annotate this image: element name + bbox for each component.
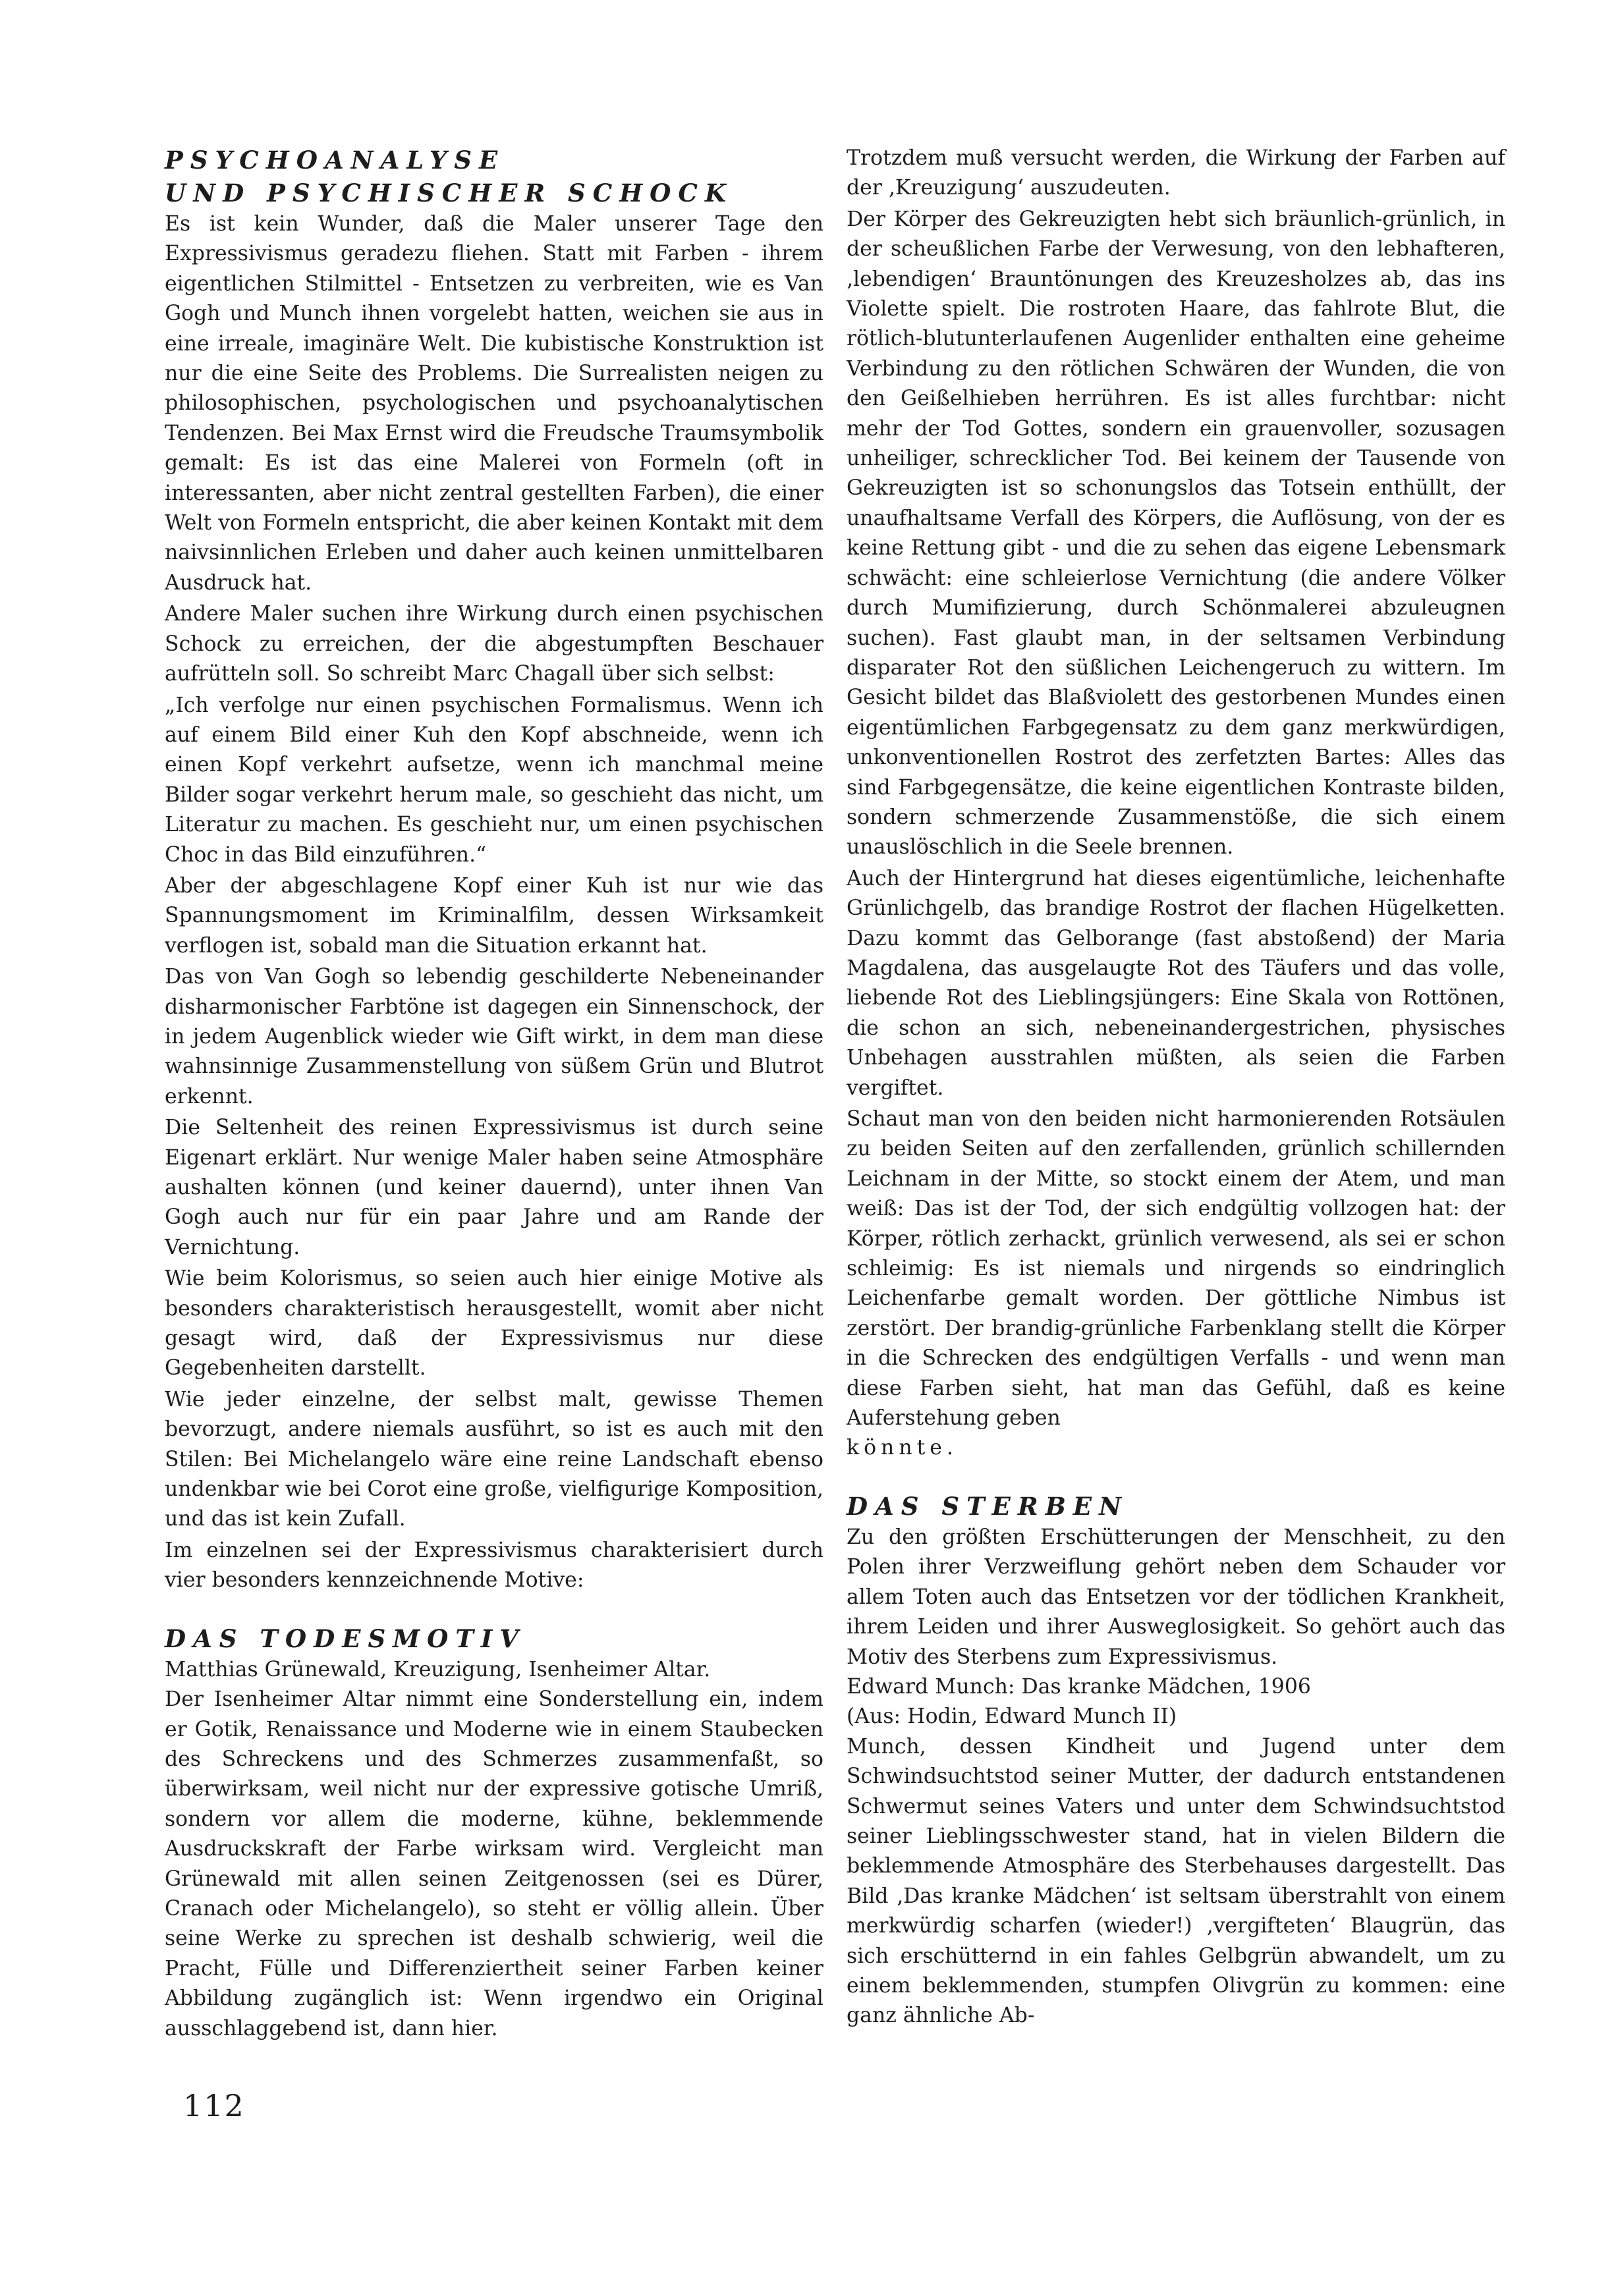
heading-todesmotiv: DAS TODESMOTIV <box>165 1624 526 1653</box>
paragraph: Munch, dessen Kindheit und Jugend unter dem Schwindsuchtstod seiner Mutter, der dadurch entstandenen Schwermut seines Vaters und unter dem Schwindsuchtstod seiner Lieblingsschwester stand, hat in vielen Bildern die beklemmende Atmosphäre des Sterbehauses dargestellt. Das Bild ‚Das kranke Mädchen‘ ist seltsam überstrahlt von einem merkwürdig scharfen (wieder!) ‚vergifteten‘ Blaugrün, das sich erschütternd in ein fahles Gelbgrün abwandelt, um zu einem beklemmenden, stumpfen Olivgrün zu kommen: eine ganz ähnliche Ab- <box>847 1734 1505 2028</box>
page-number: 112 <box>183 2088 245 2123</box>
left-column <box>165 144 823 2044</box>
paragraph: Es ist kein Wunder, daß die Maler unserer Tage den Expressivismus geradezu fliehen. Statt mit Farben - ihrem eigentlichen Stilmittel - Entsetzen zu verbreiten, wie es Van Gogh und Munch ihnen vorgelebt hatten, weichen sie aus in eine irreale, imaginäre Welt. Die kubistische Konstruktion ist nur die eine Seite des Problems. Die Surrealisten neigen zu philosophischen, psychologischen und psychoanalytischen Tendenzen. Bei Max Ernst wird die Freudsche Traumsymbolik gemalt: Es ist das eine Malerei von Formeln (oft in interessanten, aber nicht zentral gestellten Farben), die einer Welt von Formeln entspricht, die aber keinen Kontakt mit dem naivsinnlichen Erleben und daher auch keinen unmittelbaren Ausdruck hat. <box>165 212 823 595</box>
paragraph: Wie beim Kolorismus, so seien auch hier einige Motive als besonders charakteristisch herausgestellt, womit aber nicht gesagt wird, daß der Expressivismus nur diese Gegebenheiten darstellt. <box>165 1267 823 1380</box>
right-column <box>847 144 1505 2031</box>
paragraph: Zu den größten Erschütterungen der Menschheit, zu den Polen ihrer Verzweiflung gehört neben dem Schauder vor allem Toten auch das Entsetzen vor der tödlichen Krankheit, ihrem Leiden und ihrer Ausweglosigkeit. So gehört auch das Motiv des Sterbens zum Expressivismus. <box>847 1525 1505 1669</box>
caption-munch: Edward Munch: Das kranke Mädchen, 1906 <box>847 1674 1311 1699</box>
heading-psychischer-schock: UND PSYCHISCHER SCHOCK <box>165 178 733 207</box>
paragraph: Das von Van Gogh so lebendig geschilderte Nebeneinander disharmonischer Farbtöne ist dagegen ein Sinnenschock, der in jedem Augenblick wieder wie Gift wirkt, in dem man diese wahnsinnige Zusammenstellung von süßem Grün und Blutrot erkennt. <box>165 965 823 1108</box>
paragraph: Trotzdem muß versucht werden, die Wirkung der Farben auf der ‚Kreuzigung‘ auszudeuten. <box>847 146 1505 200</box>
paragraph: Der Körper des Gekreuzigten hebt sich bräunlich-grünlich, in der scheußlichen Farbe der Verwesung, von den lebhafteren, ‚lebendigen‘ Brauntönungen des Kreuzesholzes ab, das ins Violette spielt. Die rostroten Haare, das fahlrote Blut, die rötlich-blutunterlaufenen Augenlider enthalten eine geheime Verbindung zu den rötlichen Schwären der Wunden, die von den Geißelhieben herrühren. Es ist alles furchtbar: nicht mehr der Tod Gottes, sondern ein grauenvoller, sozusagen unheiliger, schrecklicher Tod. Bei keinem der Tausende von Gekreuzigten ist so schonungslos das Totsein enthüllt, der unaufhaltsame Verfall des Körpers, die Auflösung, von der es keine Rettung gibt - und die zu sehen das eigene Lebensmark schwächt: eine schleierlose Vernichtung (die andere Völker durch Mumifizierung, durch Schönmalerei abzuleugnen suchen). Fast glaubt man, in der seltsamen Verbindung disparater Rot den süßlichen Leichengeruch zu wittern. Im Gesicht bildet das Blaßviolett des gestorbenen Mundes einen eigentümlichen Farbgegensatz zu dem ganz merkwürdigen, unkonventionellen Rostrot des zerfetzten Bartes: Alles das sind Farbgegensätze, die keine eigentlichen Kontraste bilden, sondern schmerzende Zusammenstöße, die sich einem unauslöschlich in die Seele brennen. <box>847 207 1505 860</box>
paragraph: Wie jeder einzelne, der selbst malt, gewisse Themen bevorzugt, andere niemals ausführt, so ist es auch mit den Stilen: Bei Michelangelo wäre eine reine Landschaft ebenso undenkbar wie bei Corot eine große, vielfigurige Komposition, und das ist kein Zufall. <box>165 1387 823 1531</box>
paragraph: Im einzelnen sei der Expressivismus charakterisiert durch vier besonders kennzeichnende Motive: <box>165 1538 823 1593</box>
paragraph: Aber der abgeschlagene Kopf einer Kuh ist nur wie das Spannungsmoment im Kriminalfilm, dessen Wirksamkeit verflogen ist, sobald man die Situation erkannt hat. <box>165 873 823 958</box>
paragraph: Auch der Hintergrund hat dieses eigentümliche, leichenhafte Grünlichgelb, das brandige Rostrot der flachen Hügelketten. Dazu kommt das Gelborange (fast abstoßend) der Maria Magdalena, das ausgelaugte Rot des Täufers und das volle, liebende Rot des Lieblingsjüngers: Eine Skala von Rottönen, die schon an sich, nebeneinandergestrichen, physisches Unbehagen ausstrahlen müßten, als seien die Farben vergiftet. <box>847 866 1505 1100</box>
word-koennte: könnte. <box>847 1436 958 1460</box>
paragraph: Die Seltenheit des reinen Expressivismus ist durch seine Eigenart erklärt. Nur wenige Maler haben seine Atmosphäre aushalten können (und keiner dauernd), unter ihnen Van Gogh auch nur für ein paar Jahre und am Rande der Vernichtung. <box>165 1116 823 1259</box>
paragraph: Andere Maler suchen ihre Wirkung durch einen psychischen Schock zu erreichen, der die abgestumpften Beschauer aufrütteln soll. So schreibt Marc Chagall über sich selbst: <box>165 602 823 686</box>
heading-psychoanalyse: PSYCHOANALYSE <box>165 146 505 175</box>
paragraph: Der Isenheimer Altar nimmt eine Sonderstellung ein, indem er Gotik, Renaissance und Moderne wie in einem Staubecken des Schreckens und des Schmerzes zusammenfaßt, so überwirksam, weil nicht nur der expressive gotische Umriß, sondern vor allem die moderne, kühne, beklemmende Ausdruckskraft der Farbe wirksam wird. Vergleicht man Grünewald mit allen seinen Zeitgenossen (sei es Dürer, Cranach oder Michelangelo), so steht er völlig allein. Über seine Werke zu sprechen ist deshalb schwierig, weil die Pracht, Fülle und Differenziertheit seiner Farben keiner Abbildung zugänglich ist: Wenn irgendwo ein Original ausschlaggebend ist, dann hier. <box>165 1687 823 2040</box>
heading-sterben: DAS STERBEN <box>847 1491 1128 1521</box>
paragraph: Schaut man von den beiden nicht harmonierenden Rotsäulen zu beiden Seiten auf den zerfallenden, grünlich schillernden Leichnam in der Mitte, so stockt einem der Atem, und man weiß: Das ist der Tod, der sich endgültig vollzogen hat: der Körper, rötlich zerhackt, grünlich verwesend, als sei er schon schleimig: Es ist niemals und nirgends so eindringlich Leichenfarbe gemalt worden. Der göttliche Nimbus ist zerstört. Der brandig-grünliche Farbenklang stellt die Körper in die Schrecken des endgültigen Verfalls - und wenn man diese Farben sieht, hat man das Gefühl, daß es keine Auferstehung geben <box>847 1107 1505 1431</box>
paragraph: „Ich verfolge nur einen psychischen Formalismus. Wenn ich auf einem Bild einer Kuh den Kopf abschneide, wenn ich einen Kopf verkehrt aufsetze, wenn ich manchmal meine Bilder sogar verkehrt herum male, so geschieht das nicht, um Literatur zu machen. Es geschieht nur, um einen psychischen Choc in das Bild einzuführen.“ <box>165 693 823 867</box>
caption-gruenewald: Matthias Grünewald, Kreuzigung, Isenheimer Altar. <box>165 1657 711 1681</box>
source-munch: (Aus: Hodin, Edward Munch II) <box>847 1705 1177 1729</box>
